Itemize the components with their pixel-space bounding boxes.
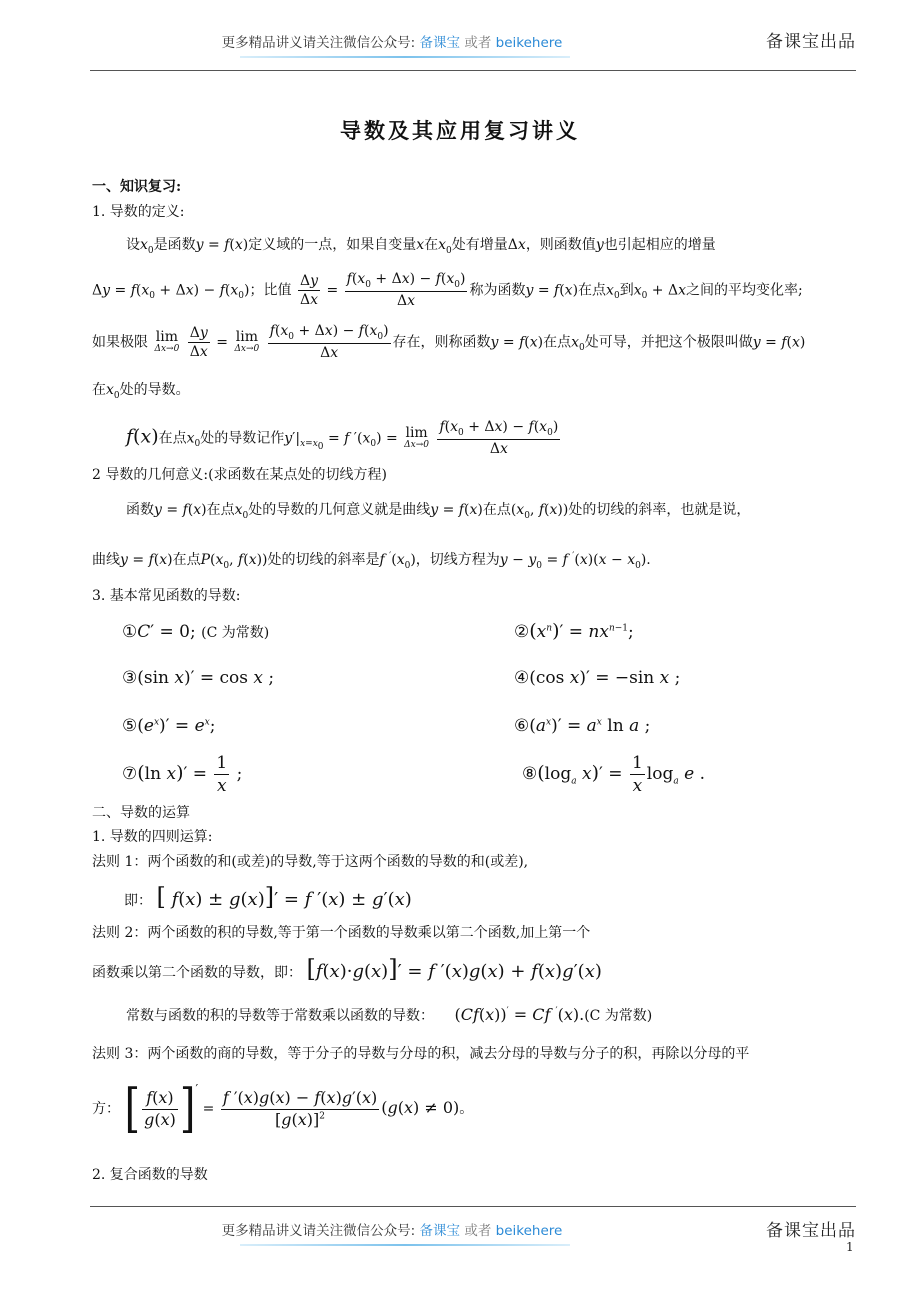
geometric-line-2: 曲线y = f(x)在点$P(x_0$, f(x))处的切线的斜率是f $'(x_0)$，切线方程为$y - y_0 = f$ $'(x)(x - x_0)$. [92, 551, 651, 571]
header-brand: 备课宝出品 [766, 32, 856, 52]
formula-3: ③(sin x)′ = cos x ; [122, 668, 275, 688]
footer-brand: 备课宝出品 [766, 1221, 856, 1241]
formula-6: $⑥(a^x)' = a^x$ ln a ; [514, 716, 651, 736]
geometric-line-1: 函数y = f(x)在点$x_0$处的导数的几何意义就是曲线y = f(x)在点($x_0$, f(x))处的切线的斜率，也就是说， [126, 502, 751, 521]
formula-7: ⑦(ln x)′ = $\frac{1}{x}$ ; [122, 753, 243, 797]
document-title: 导数及其应用复习讲义 [340, 118, 580, 143]
formula-2: $②(x^n)' = nx^{n-1}$; [514, 620, 634, 642]
rule-3-text: 法则 3：两个函数的商的导数，等于分子的导数与分母的积，减去分母的导数与分子的积，再除以分母的平 [92, 1046, 750, 1062]
subheading-composite: 2. 复合函数的导数 [92, 1167, 208, 1183]
derivative-notation: f(x)在点$x_0$处的导数记作$y'|_{x=x_0} = f$ $'(x_0)$ = lim Δx→0 $\frac{f(x_0 + \Delta x) - f(x_0)}{\Delta x}$ [126, 419, 559, 458]
definition-line-3: 如果极限 lim Δx→0 $\frac{\Delta y}{\Delta x}$ = lim Δx→0 $\frac{f(x_0 + \Delta x) - f(x_0)}{\Delta x}$ 存在，则称函数y = f(x)在点$x_0$处可导，并把这个极限叫做y = f(x) [92, 323, 806, 362]
rule-3-formula: 方： [ $\frac{f(x)}{g(x)}$ ]′ = $\frac{f '(x)g(x) - f(x)g'(x)}{[g(x)]^2}$ (g(x) ≠ 0)。 [92, 1079, 474, 1139]
constant-rule: 常数与函数的积的导数等于常数乘以函数的导数： (Cf(x))′ = Cf ′(x).(C 为常数) [126, 1005, 653, 1024]
section-heading-1: 一、知识复习: [92, 179, 182, 195]
footer-account: 备课宝 [419, 1223, 461, 1239]
header-id: beikehere [495, 35, 563, 51]
rule-2-formula: 函数乘以第二个函数的导数，即： [f(x)·g(x)]′ = f ′(x)g(x) + f(x)g′(x) [92, 955, 602, 983]
footer-rule [90, 1206, 856, 1207]
formula-4: ④(cos x)′ = −sin x ; [514, 668, 681, 688]
subheading-four-rules: 1. 导数的四则运算: [92, 829, 213, 845]
page-number: 1 [846, 1240, 854, 1254]
page-header [90, 22, 856, 62]
subheading-basic-derivatives: 3. 基本常见函数的导数: [92, 588, 241, 604]
header-underline [240, 56, 570, 58]
definition-line-1: 设$x_0$是函数y = f(x)定义域的一点，如果自变量x在$x_0$处有增量Δx，则函数值y也引起相应的增量 [126, 237, 716, 256]
definition-line-2: $\Delta y = f(x_0 + \Delta x) - f(x_0)$；比值 $\frac{\Delta y}{\Delta x}$ = $\frac{f(x_0 + \Delta x) - f(x_0)}{\Delta x}$ 称为函数y = f(x)在点$x_0$到$x_0 + \Delta x$之间的平均变化率; [92, 271, 803, 310]
formula-1: ①C′ = 0; (C 为常数) [122, 622, 270, 642]
header-promo: 更多精品讲义请关注微信公众号: 备课宝 或者 beikehere [221, 35, 563, 51]
footer-promo: 更多精品讲义请关注微信公众号: 备课宝 或者 beikehere [221, 1223, 563, 1239]
subheading-geometric: 2 导数的几何意义:(求函数在某点处的切线方程) [92, 467, 387, 483]
rule-2-text: 法则 2：两个函数的积的导数,等于第一个函数的导数乘以第二个函数,加上第一个 [92, 925, 591, 941]
page-footer [90, 1206, 856, 1246]
header-rule [90, 70, 856, 71]
footer-underline [240, 1244, 570, 1246]
subheading-definition: 1. 导数的定义: [92, 204, 185, 220]
rule-1-formula: 即： [ f(x) ± g(x)]′ = f ′(x) ± g′(x) [124, 883, 412, 911]
definition-line-4: 在$x_0$处的导数。 [92, 382, 190, 401]
footer-id: beikehere [495, 1223, 563, 1239]
rule-1-text: 法则 1：两个函数的和(或差)的导数,等于这两个函数的导数的和(或差), [92, 854, 529, 870]
formula-5: $⑤(e^x)' = e^x$; [122, 716, 216, 736]
header-account: 备课宝 [419, 35, 461, 51]
formula-8: $⑧(\log_a$ x)′ = $\frac{1}{x}$ $\log_a e$ . [522, 753, 705, 797]
section-heading-2: 二、导数的运算 [92, 805, 190, 821]
